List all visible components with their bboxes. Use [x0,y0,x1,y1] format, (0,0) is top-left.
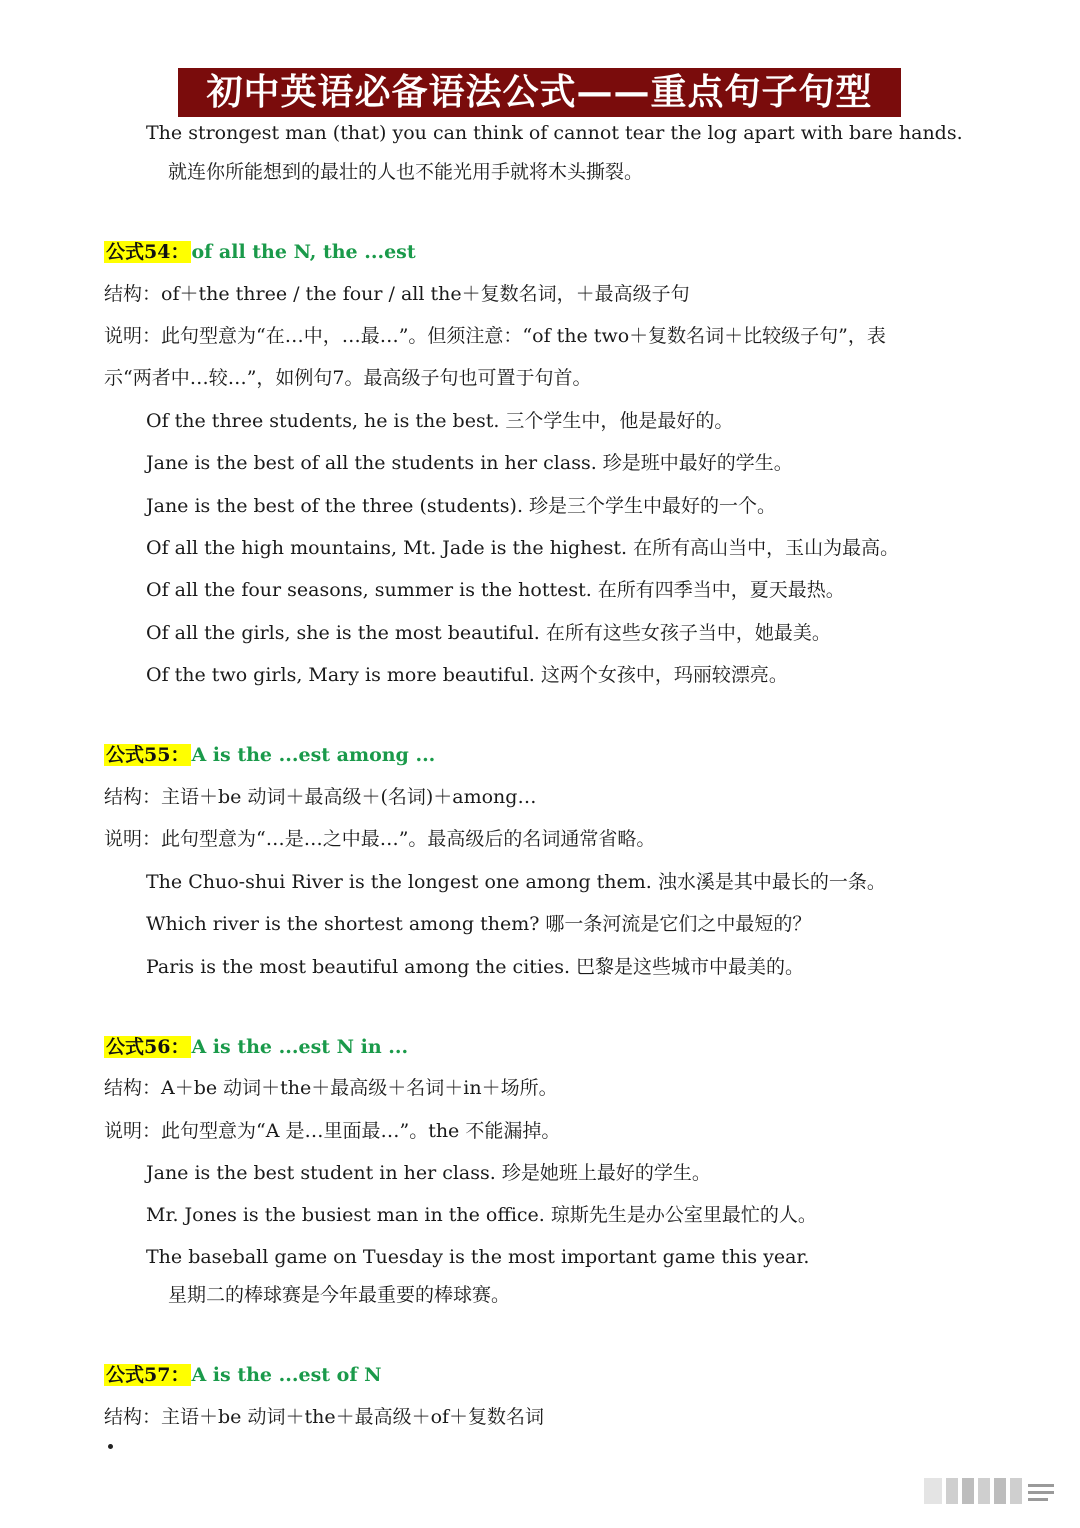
section-formula: A is the ...est N in ... [191,1036,409,1058]
menu-line [1028,1484,1054,1487]
scroll-bar [946,1478,958,1504]
section-formula: A is the ...est of N [191,1364,382,1386]
section-57-structure: 结构：主语＋be 动词＋the＋最高级＋of＋复数名词 [104,1406,545,1428]
menu-line [1028,1498,1048,1501]
section-55-note: 说明：此句型意为“…是…之中最…”。最高级后的名词通常省略。 [104,828,656,850]
example-sentence: Mr. Jones is the busiest man in the office. 琼斯先生是办公室里最忙的人。 [146,1204,817,1226]
example-sentence: Jane is the best of all the students in her class. 珍是班中最好的学生。 [146,452,793,474]
section-57-heading [104,1362,381,1388]
example-sentence: Paris is the most beautiful among the cities. 巴黎是这些城市中最美的。 [146,956,805,978]
intro-chinese: 就连你所能想到的最壮的人也不能光用手就将木头撕裂。 [168,161,644,183]
section-54-note-cont: 示“两者中…较…”，如例句7。最高级子句也可置于句首。 [104,367,592,389]
example-sentence: Of all the four seasons, summer is the hottest. 在所有四季当中，夏天最热。 [146,579,845,601]
example-translation: 星期二的棒球赛是今年最重要的棒球赛。 [168,1284,511,1306]
section-56-note: 说明：此句型意为“A 是…里面最…”。the 不能漏掉。 [104,1120,561,1142]
scroll-bar [962,1478,974,1504]
section-formula: A is the ...est among ... [191,744,436,766]
section-56-heading [104,1034,408,1060]
bullet-dot [108,1444,113,1449]
scroll-bar [1010,1478,1022,1504]
scroll-bar [978,1478,990,1504]
scroll-bar [994,1478,1006,1504]
example-sentence: Of all the high mountains, Mt. Jade is the highest. 在所有高山当中，玉山为最高。 [146,537,900,559]
intro-english: The strongest man (that) you can think of cannot tear the log apart with bare hands. [146,122,963,144]
section-56-structure: 结构：A＋be 动词＋the＋最高级＋名词＋in＋场所。 [104,1077,558,1099]
section-55-structure: 结构：主语＋be 动词＋最高级＋(名词)＋among… [104,786,537,808]
section-badge: 公式57： [106,1364,190,1386]
example-sentence: The baseball game on Tuesday is the most important game this year. [146,1246,810,1268]
example-sentence: Which river is the shortest among them? 哪一条河流是它们之中最短的？ [146,913,812,935]
section-55-heading [104,742,435,768]
section-54-structure: 结构：of＋the three / the four / all the＋复数名词，＋最高级子句 [104,283,690,305]
section-formula: of all the N, the ...est [191,241,416,263]
menu-line [1028,1491,1054,1494]
example-sentence: Jane is the best student in her class. 珍是她班上最好的学生。 [146,1162,711,1184]
section-badge: 公式56： [106,1036,190,1058]
scroll-bar [924,1478,942,1504]
section-54-note: 说明：此句型意为“在…中，…最…”。但须注意：“of the two＋复数名词＋比较级子句”，表 [104,325,886,347]
example-sentence: Of the three students, he is the best. 三个学生中，他是最好的。 [146,410,734,432]
example-sentence: Of the two girls, Mary is more beautiful. 这两个女孩中，玛丽较漂亮。 [146,664,788,686]
section-54-heading [104,239,416,265]
example-sentence: Jane is the best of the three (students). 珍是三个学生中最好的一个。 [146,495,777,517]
example-sentence: Of all the girls, she is the most beautiful. 在所有这些女孩子当中，她最美。 [146,622,831,644]
section-badge: 公式55： [106,744,190,766]
page-title: 初中英语必备语法公式——重点句子句型 [178,68,901,117]
example-sentence: The Chuo-shui River is the longest one among them. 浊水溪是其中最长的一条。 [146,871,886,893]
section-badge: 公式54： [106,241,190,263]
